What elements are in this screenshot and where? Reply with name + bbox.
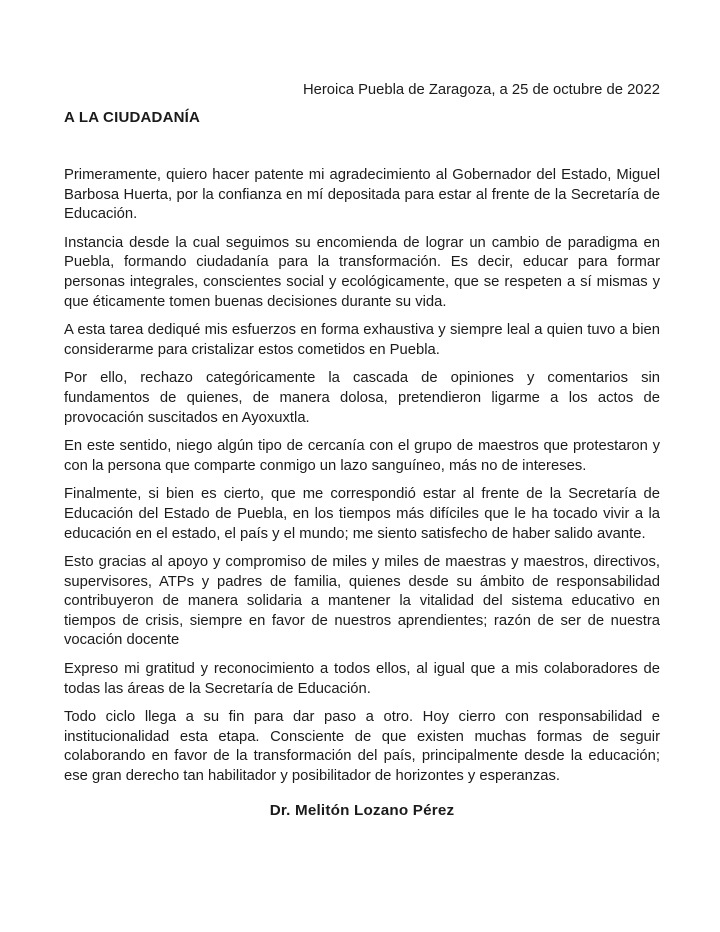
dateline: Heroica Puebla de Zaragoza, a 25 de octubre de 2022 — [302, 82, 660, 98]
letter-paragraph: Finalmente, si bien es cierto, que me correspondió estar al frente de la Secretaría de Educación del Estado de Puebla, en los tiempos más difíciles que le ha tocado vivir a la educación en el estado, el país y el mundo; me siento satisfecho de haber salido avante. — [64, 486, 660, 542]
letter-body — [64, 166, 660, 787]
letter-paragraph: Primeramente, quiero hacer patente mi agradecimiento al Gobernador del Estado, Miguel Barbosa Huerta, por la confianza en mí depositada para estar al frente de la Secretaría de Educación. — [64, 167, 660, 223]
letter-paragraph: Todo ciclo llega a su fin para dar paso a otro. Hoy cierro con responsabilidad e institucionalidad esta etapa. Consciente de que existen muchas formas de seguir colaborando en favor de la transformación del país, principalmente desde la educación; ese gran derecho tan habilitador y posibilitador de horizontes y esperanzas. — [64, 709, 660, 785]
letter-paragraph: Instancia desde la cual seguimos su encomienda de lograr un cambio de paradigma en Puebla, formando ciudadanía para la transformación. Es decir, educar para formar personas integrales, conscientes social y ecológicamente, que se respeten a sí mismas y que éticamente tomen buenas decisiones durante su vida. — [64, 234, 660, 310]
letter-paragraph: Esto gracias al apoyo y compromiso de miles y miles de maestras y maestros, directivos, supervisores, ATPs y padres de familia, quienes desde su ámbito de responsabilidad contribuyeron de manera solidaria a mantener la vitalidad del sistema educativo en tiempos de crisis, siempre en favor de nuestros aprendientes; razón de ser de nuestra vocación docente — [64, 554, 660, 649]
letter-paragraph: En este sentido, niego algún tipo de cercanía con el grupo de maestros que protestaron y con la persona que comparte conmigo un lazo sanguíneo, más no de intereses. — [64, 438, 660, 474]
letter-paragraph: Por ello, rechazo categóricamente la cascada de opiniones y comentarios sin fundamentos de quienes, de manera dolosa, pretendieron ligarme a los actos de provocación suscitados en Ayoxuxtla. — [64, 370, 660, 426]
signature-name: Dr. Melitón Lozano Pérez — [269, 801, 455, 819]
letter-paragraph: A esta tarea dediqué mis esfuerzos en forma exhaustiva y siempre leal a quien tuvo a bien considerarme para cristalizar estos cometidos en Puebla. — [64, 322, 660, 358]
letter-paragraph: Expreso mi gratitud y reconocimiento a todos ellos, al igual que a mis colaboradores de todas las áreas de la Secretaría de Educación. — [64, 661, 660, 697]
salutation-heading: A LA CIUDADANÍA — [64, 109, 201, 126]
